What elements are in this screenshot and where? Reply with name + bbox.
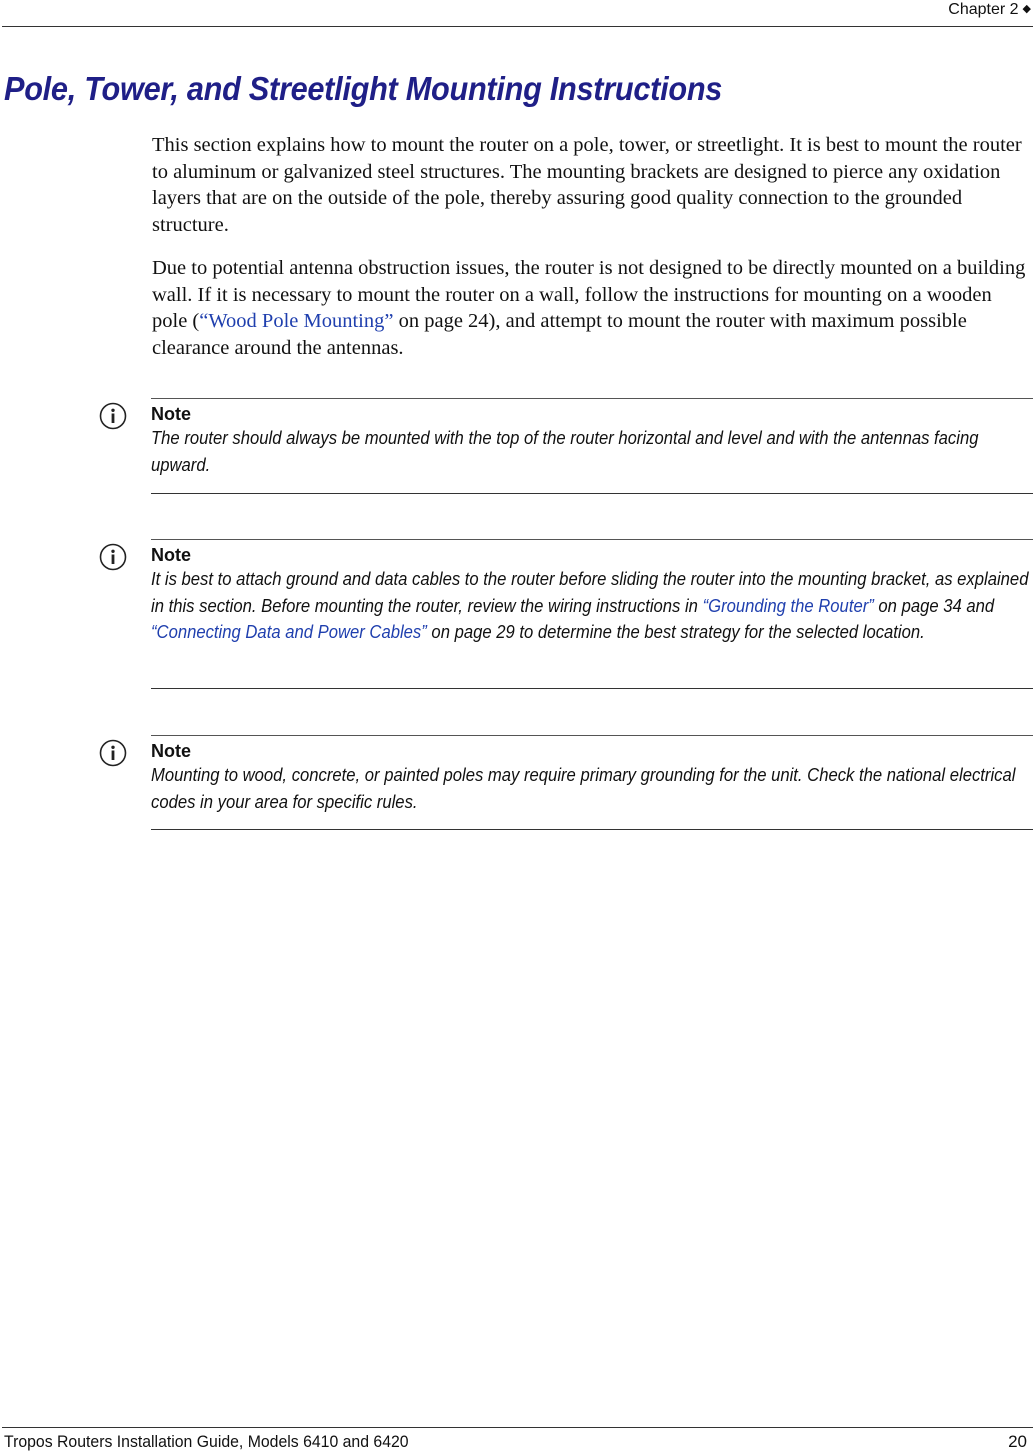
chapter-label: Chapter 2 bbox=[948, 1, 1019, 18]
footer-rule bbox=[2, 1427, 1033, 1428]
page-number: 20 bbox=[1008, 1432, 1027, 1451]
note-title: Note bbox=[151, 741, 191, 761]
note-text: It is best to attach ground and data cables to the router before sliding the router into the mounting bracket, as explained in this section. Before mounting the router, review the wiring instructions in bbox=[151, 569, 1029, 616]
note-text: on page 29 to determine the best strategy for the selected location. bbox=[426, 622, 925, 643]
footer-doc-title: Tropos Routers Installation Guide, Models 6410 and 6420 bbox=[4, 1432, 409, 1451]
info-icon bbox=[99, 402, 127, 430]
grounding-the-router-link[interactable]: “Grounding the Router” bbox=[702, 595, 874, 616]
paragraph-text: Due to potential antenna obstruction issues, the router is not designed to be directly mounted on a building wall. If it is necessary to mount the router on a wall, follow the instructions for mounting on a wooden pole ( bbox=[152, 257, 1026, 333]
info-icon bbox=[99, 543, 127, 571]
paragraph-text: on page 24), and attempt to mount the router with maximum possible clearance around the antennas. bbox=[152, 310, 967, 359]
note-body: The router should always be mounted with the top of the router horizontal and level and with the antennas facing upward. bbox=[151, 428, 979, 475]
note-title: Note bbox=[151, 545, 191, 565]
diamond-separator: ◆ bbox=[1022, 3, 1031, 15]
header-rule bbox=[2, 26, 1033, 27]
note-body: Mounting to wood, concrete, or painted poles may require primary grounding for the unit. Check the national electrical codes in your area for specific rules. bbox=[151, 765, 1016, 812]
wood-pole-mounting-link[interactable]: “Wood Pole Mounting” bbox=[199, 310, 394, 333]
note-text: on page 34 and bbox=[873, 595, 995, 616]
running-header bbox=[948, 0, 1031, 21]
note-box bbox=[151, 539, 1033, 689]
note-title: Note bbox=[151, 404, 191, 424]
info-icon bbox=[99, 739, 127, 767]
intro-paragraph: This section explains how to mount the router on a pole, tower, or streetlight. It is best to mount the router to aluminum or galvanized steel structures. The mounting brackets are designed to pierce any oxidation layers that are on the outside of the pole, thereby assuring good quality connection to the grounded structure. bbox=[152, 134, 1022, 236]
note-body bbox=[151, 566, 1032, 652]
section-title: Pole, Tower, and Streetlight Mounting Instructions bbox=[4, 70, 723, 107]
note-box bbox=[151, 398, 1033, 494]
note-box bbox=[151, 735, 1033, 830]
wall-mount-paragraph bbox=[152, 255, 1032, 361]
connecting-data-power-cables-link[interactable]: “Connecting Data and Power Cables” bbox=[151, 622, 427, 643]
